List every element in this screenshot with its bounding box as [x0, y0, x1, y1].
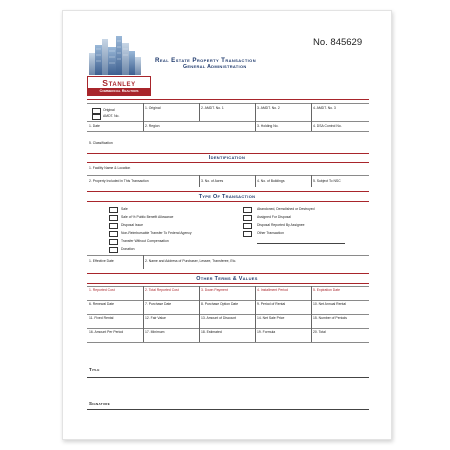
field-total-reported-cost[interactable]: 2. Total Reported Cost	[145, 288, 179, 292]
divider	[87, 314, 369, 315]
field-minimum[interactable]: 17. Minimum	[145, 330, 165, 334]
non-reimbursable-label: Non-Reimbursable Transfer To Federal Agency	[121, 231, 192, 235]
divider	[311, 175, 312, 187]
section-rule	[87, 153, 369, 154]
form-subtitle: General Administration	[183, 64, 247, 70]
divider	[87, 300, 369, 301]
section-rule	[87, 191, 369, 192]
section-rule	[87, 201, 369, 202]
other-terms-heading: Other Terms & Values	[196, 276, 258, 282]
donation-label: Donation	[121, 247, 135, 251]
divider	[87, 255, 369, 256]
divider	[87, 175, 369, 176]
section-rule	[87, 283, 369, 284]
field-amount-of-discount[interactable]: 13. Amount of Discount	[201, 316, 237, 320]
public-benefit-label: Sale of % Public Benefit Allowance	[121, 215, 174, 219]
abandoned-label: Abandoned, Demolished or Destroyed	[257, 207, 315, 211]
original-label: Original	[103, 107, 115, 112]
field-expiration-date[interactable]: 5. Expiration Date	[313, 288, 340, 292]
field-nsc[interactable]: 5. Subject To NSC	[313, 179, 341, 183]
brand-name: Stanley	[102, 78, 136, 88]
disposal-reported-checkbox[interactable]	[243, 223, 252, 229]
header-rule	[87, 99, 369, 100]
field-purchase-date[interactable]: 7. Purchase Date	[145, 302, 172, 306]
field-acres[interactable]: 3. No. of Acres	[201, 179, 224, 183]
field-fixed-rental[interactable]: 11. Fixed Rental	[89, 316, 114, 320]
transfer-checkbox[interactable]	[109, 239, 118, 245]
field-amount-per-period[interactable]: 16. Amount Per Period	[89, 330, 124, 334]
form-number: No. 845629	[313, 37, 363, 48]
field-installment-period[interactable]: 4. Installment Period	[257, 288, 288, 292]
non-reimbursable-checkbox[interactable]	[109, 231, 118, 237]
field-buildings[interactable]: 4. No. of Buildings	[257, 179, 285, 183]
divider	[255, 286, 256, 342]
divider	[199, 103, 200, 121]
field-effective-date[interactable]: 1. Effective Date	[89, 259, 114, 263]
field-classification[interactable]: 5. Classification	[89, 141, 113, 145]
divider	[311, 121, 312, 131]
disposal-reported-label: Disposal Reported By Assignee	[257, 223, 305, 227]
divider	[87, 342, 369, 343]
divider	[311, 286, 312, 342]
title-label: Title	[89, 367, 100, 372]
field-holding-no[interactable]: 3. Holding No.	[257, 124, 279, 128]
divider	[255, 175, 256, 187]
divider	[87, 131, 369, 132]
field-name-address[interactable]: 2. Name and Address of Purchaser, Lessee, Transferee, Etc.	[145, 259, 237, 263]
field-region[interactable]: 2. Region	[145, 124, 160, 128]
divider	[255, 103, 256, 121]
other-transaction-checkbox[interactable]	[243, 231, 252, 237]
field-purchase-option-date[interactable]: 8. Purchase Option Date	[201, 302, 239, 306]
assigned-label: Assigned For Disposal	[257, 215, 291, 219]
divider	[199, 286, 200, 342]
divider	[143, 103, 144, 121]
divider	[143, 255, 144, 269]
signature-line[interactable]	[87, 409, 369, 410]
amdt-label: AMDT. No.	[103, 113, 120, 118]
sale-checkbox[interactable]	[109, 207, 118, 213]
divider	[87, 328, 369, 329]
disposal-issue-label: Disposal Issue	[121, 223, 144, 227]
field-net-annual-rental[interactable]: 10. Net Annual Rental	[313, 302, 346, 306]
field-fair-value[interactable]: 12. Fair Value	[145, 316, 166, 320]
donation-checkbox[interactable]	[109, 247, 118, 253]
field-total[interactable]: 20. Total	[313, 330, 326, 334]
field-net-sale-price[interactable]: 14. Net Sale Price	[257, 316, 285, 320]
original-checkbox[interactable]	[92, 108, 101, 114]
brand-box	[87, 76, 151, 96]
section-rule	[87, 162, 369, 163]
disposal-issue-checkbox[interactable]	[109, 223, 118, 229]
divider	[143, 121, 144, 131]
abandoned-checkbox[interactable]	[243, 207, 252, 213]
signature-label: Signature	[89, 401, 111, 406]
field-property-included[interactable]: 2. Property Included in This Transaction	[89, 179, 149, 183]
field-renewal-date[interactable]: 6. Renewal Date	[89, 302, 115, 306]
divider	[87, 121, 369, 122]
field-period-of-rental[interactable]: 9. Period of Rental	[257, 302, 286, 306]
divider	[87, 103, 369, 104]
field-estimated[interactable]: 18. Estimated	[201, 330, 222, 334]
field-date[interactable]: 1. Date	[89, 124, 100, 128]
field-original[interactable]: 1. Original	[145, 106, 161, 110]
public-benefit-checkbox[interactable]	[109, 215, 118, 221]
field-number-of-periods[interactable]: 15. Number of Periods	[313, 316, 347, 320]
transfer-label: Transfer Without Compensation	[121, 239, 169, 243]
brand-tagline: Commercial Realtors	[88, 88, 150, 95]
field-facility[interactable]: 1. Facility Name & Location	[89, 166, 131, 170]
title-line[interactable]	[87, 377, 369, 378]
field-down-payment[interactable]: 3. Down Payment	[201, 288, 228, 292]
divider	[143, 286, 144, 342]
field-formula[interactable]: 19. Formula	[257, 330, 276, 334]
field-amdt-1[interactable]: 2. AMDT. No. 1	[201, 106, 224, 110]
field-dsa-control[interactable]: 4. DSA Control No.	[313, 124, 342, 128]
divider	[87, 286, 369, 287]
assigned-checkbox[interactable]	[243, 215, 252, 221]
divider	[311, 103, 312, 121]
field-reported-cost[interactable]: 1. Reported Cost	[89, 288, 115, 292]
identification-heading: Identification	[208, 155, 246, 161]
field-amdt-3[interactable]: 4. AMDT. No. 3	[313, 106, 336, 110]
section-rule	[87, 273, 369, 274]
amdt-checkbox[interactable]	[92, 114, 101, 120]
other-transaction-label: Other Transaction	[257, 231, 284, 235]
type-of-transaction-heading: Type Of Transaction	[198, 194, 256, 200]
other-transaction-line[interactable]	[257, 243, 345, 244]
sale-label: Sale	[121, 207, 128, 211]
form-title: Real Estate Property Transaction	[155, 57, 256, 64]
divider	[255, 121, 256, 131]
city-skyline-logo	[87, 35, 143, 75]
form-sheet	[62, 10, 392, 440]
field-amdt-2[interactable]: 3. AMDT. No. 2	[257, 106, 280, 110]
divider	[199, 175, 200, 187]
